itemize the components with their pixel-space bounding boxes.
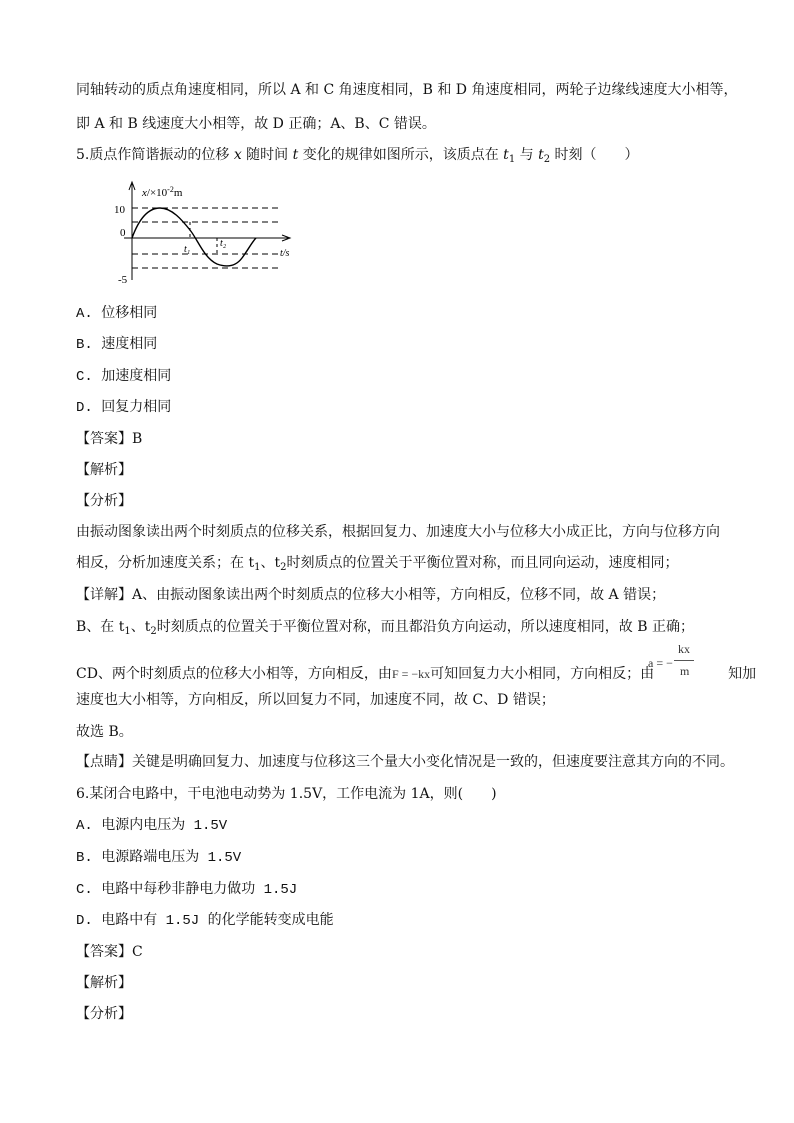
option-a: A. 位移相同 [76, 306, 158, 322]
subscript: 1 [124, 626, 131, 637]
text-span: 、t [130, 619, 151, 635]
t1-label: t₁ [184, 244, 191, 255]
text-span: 、t [260, 555, 281, 571]
var-t2: t [538, 147, 544, 163]
option-c: C. 电路中每秒非静电力做功 1.5J [76, 882, 298, 898]
fraction-bar [674, 660, 694, 661]
var-t1: t [503, 147, 509, 163]
fenxi-label: 【分析】 [76, 1006, 132, 1022]
question-5-stem [76, 145, 639, 170]
stem-text: 5.质点作简谐振动的位移 [76, 147, 234, 163]
text-span: 相反，分析加速度关系；在 t [76, 555, 255, 571]
detail-line: 【详解】A、由振动图象读出两个时刻质点的位移大小相等，方向相反，位移不同，故 A 错误； [76, 587, 666, 603]
subscript: 1 [508, 154, 516, 165]
analysis-label: 【解析】 [76, 462, 132, 478]
tick-label-0: 0 [120, 227, 126, 239]
tick-label-neg5: -5 [118, 274, 128, 284]
stem-text: 变化的规律如图所示，该质点在 [298, 147, 504, 163]
t-axis-label: t/s [280, 248, 290, 259]
y-axis-label: $x/\times 10^{-2}m$ [142, 185, 183, 199]
text-line: 速度也大小相等，方向相反，所以回复力不同，加速度不同，故 C、D 错误； [76, 692, 555, 708]
text-line: 由振动图象读出两个时刻质点的位移关系，根据回复力、加速度大小与位移大小成正比，方向与位移方向 [76, 524, 720, 540]
subscript: 2 [280, 562, 287, 573]
option-b: B. 速度相同 [76, 337, 158, 353]
tick-label-10: 10 [114, 204, 125, 216]
formula-a-denominator: m [680, 664, 690, 678]
dianjing-line: 【点睛】关键是明确回复力、加速度与位移这三个量大小变化情况是一致的，但速度要注意其方向的不同。 [76, 754, 734, 770]
var-t: t [292, 147, 299, 163]
oscillation-graph [110, 172, 310, 284]
option-b: B. 电源路端电压为 1.5V [76, 850, 242, 866]
text-line: 故选 B。 [76, 724, 133, 740]
text-span: B、在 t [76, 619, 125, 635]
question-6-stem: 6.某闭合电路中，干电池电动势为 1.5V，工作电流为 1A，则( ) [76, 786, 497, 802]
stem-text: 与 [515, 147, 539, 163]
text-span: 时刻质点的位置关于平衡位置对称，而且同向运动，速度相同； [286, 555, 679, 571]
text-span: 可知回复力大小相同，方向相反；由 [430, 666, 655, 682]
subscript: 2 [150, 626, 157, 637]
text-line: 即 A 和 B 线速度大小相等，故 D 正确；A、B、C 错误。 [76, 116, 436, 132]
fenxi-label: 【分析】 [76, 493, 132, 509]
subscript: 1 [254, 562, 261, 573]
formula-a-lhs: a = − [648, 656, 673, 670]
sine-curve [132, 208, 256, 266]
answer-label: 【答案】C [76, 944, 143, 960]
stem-text: 时刻（ ） [550, 147, 639, 163]
var-x: x [233, 147, 242, 163]
text-line [76, 553, 678, 578]
text-line [76, 617, 694, 642]
text-line: 同轴转动的质点角速度相同，所以 A 和 C 角速度相同，B 和 D 角速度相同，两轮子边缘线速度大小相等， [76, 82, 738, 98]
stem-text: 随时间 [241, 147, 293, 163]
option-c: C. 加速度相同 [76, 369, 172, 385]
formula-f-kx: F = −kx [391, 667, 431, 681]
answer-label: 【答案】B [76, 431, 143, 447]
text-span: 时刻质点的位置关于平衡位置对称，而且都沿负方向运动，所以速度相同，故 B 正确； [156, 619, 694, 635]
analysis-label: 【解析】 [76, 975, 132, 991]
text-span: 知加 [728, 666, 757, 682]
subscript: 2 [543, 154, 551, 165]
text-span: CD、两个时刻质点的位移大小相等，方向相反，由 [76, 666, 392, 682]
option-a: A. 电源内电压为 1.5V [76, 818, 228, 834]
option-d: D. 回复力相同 [76, 400, 172, 416]
formula-a-numerator: kx [678, 642, 690, 656]
option-d: D. 电路中有 1.5J 的化学能转变成电能 [76, 913, 334, 929]
t2-label: t₂ [220, 238, 227, 249]
